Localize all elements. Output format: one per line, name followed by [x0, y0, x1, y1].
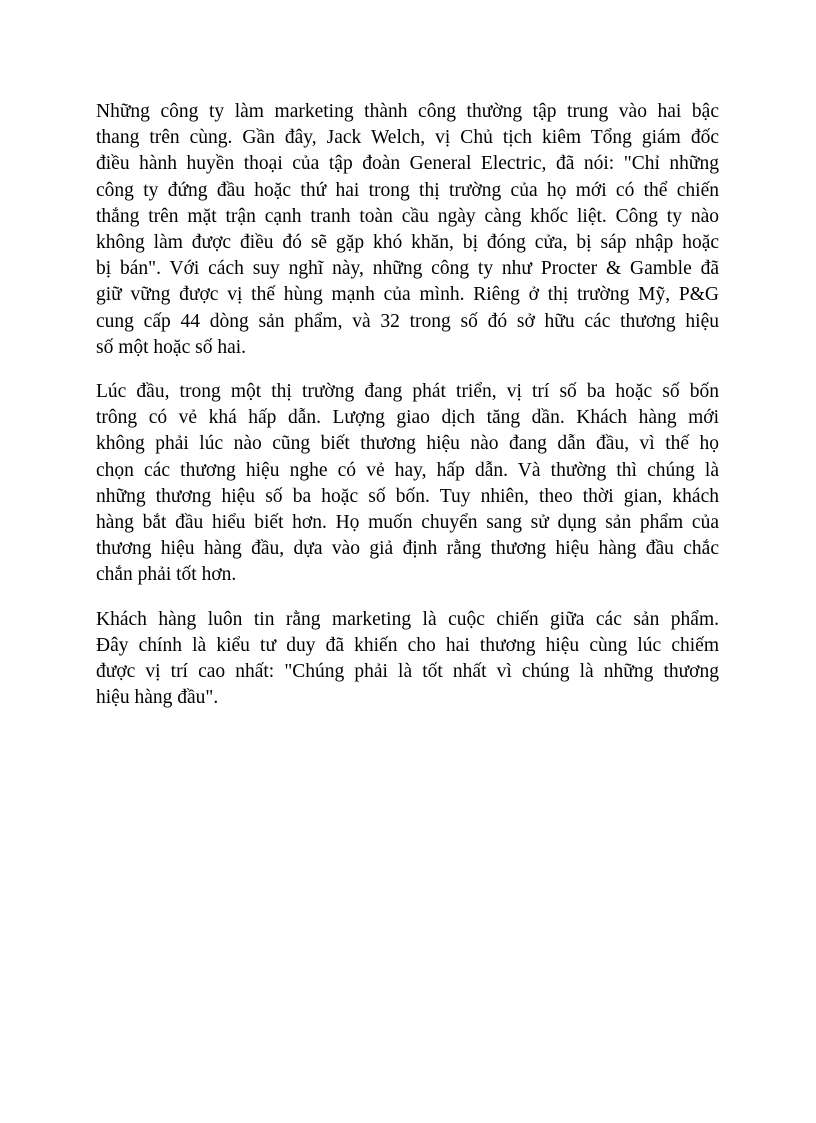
text-line: thang trên cùng. Gần đây, Jack Welch, vị Chủ tịch kiêm Tổng giám đốc — [96, 127, 719, 149]
text-line: bị bán". Với cách suy nghĩ này, những công ty như Procter & Gamble đã — [96, 258, 719, 280]
paragraph-2 — [96, 379, 719, 589]
text-line: chọn các thương hiệu nghe có vẻ hay, hấp dẫn. Và thường thì chúng là — [96, 459, 719, 481]
text-line: điều hành huyền thoại của tập đoàn General Electric, đã nói: "Chỉ những — [96, 153, 719, 175]
text-line: Những công ty làm marketing thành công thường tập trung vào hai bậc — [96, 101, 719, 122]
text-line: thương hiệu hàng đầu, dựa vào giả định rằng thương hiệu hàng đầu chắc — [96, 538, 719, 560]
text-line: giữ vững được vị thế hùng mạnh của mình. Riêng ở thị trường Mỹ, P&G — [96, 284, 719, 306]
text-line: những thương hiệu số ba hoặc số bốn. Tuy nhiên, theo thời gian, khách — [96, 485, 719, 507]
text-line: thắng trên mặt trận cạnh tranh toàn cầu ngày càng khốc liệt. Công ty nào — [96, 205, 719, 227]
text-line: được vị trí cao nhất: "Chúng phải là tốt nhất vì chúng là những thương — [96, 661, 719, 683]
text-line: cung cấp 44 dòng sản phẩm, và 32 trong số đó sở hữu các thương hiệu — [96, 310, 719, 332]
text-line: Lúc đầu, trong một thị trường đang phát triển, vị trí số ba hoặc số bốn — [96, 381, 719, 403]
text-line: chắn phải tốt hơn. — [96, 564, 237, 586]
text-line: không phải lúc nào cũng biết thương hiệu nào đang dẫn đầu, vì thế họ — [96, 433, 719, 455]
paragraph-1 — [96, 99, 719, 361]
text-line: không làm được điều đó sẽ gặp khó khăn, bị đóng cửa, bị sáp nhập hoặc — [96, 232, 719, 254]
text-line: trông có vẻ khá hấp dẫn. Lượng giao dịch tăng dần. Khách hàng mới — [96, 407, 719, 429]
paragraph-3 — [96, 607, 719, 712]
text-line: Đây chính là kiểu tư duy đã khiến cho hai thương hiệu cùng lúc chiếm — [96, 634, 719, 656]
text-line: công ty đứng đầu hoặc thứ hai trong thị trường của họ mới có thể chiến — [96, 179, 719, 201]
text-line: số một hoặc số hai. — [96, 336, 247, 358]
text-line: hàng bắt đầu hiểu biết hơn. Họ muốn chuyển sang sử dụng sản phẩm của — [96, 512, 719, 534]
document-body — [96, 99, 719, 729]
text-line: Khách hàng luôn tin rằng marketing là cuộc chiến giữa các sản phẩm. — [96, 608, 719, 630]
text-line: hiệu hàng đầu". — [96, 687, 219, 709]
